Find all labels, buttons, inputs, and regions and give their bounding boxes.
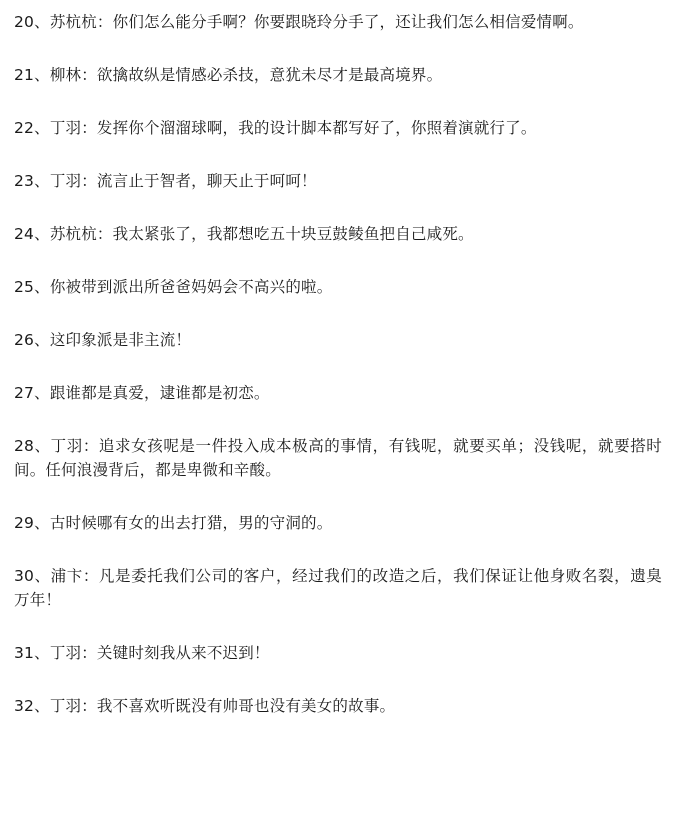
quote-line: 29、古时候哪有女的出去打猎，男的守洞的。 xyxy=(14,514,333,533)
quote-line: 25、你被带到派出所爸爸妈妈会不高兴的啦。 xyxy=(14,278,333,297)
quote-line: 22、丁羽：发挥你个溜溜球啊，我的设计脚本都写好了，你照着演就行了。 xyxy=(14,119,537,138)
quote-line: 27、跟谁都是真爱，逮谁都是初恋。 xyxy=(14,384,270,403)
quote-line: 30、浦卞：凡是委托我们公司的客户，经过我们的改造之后，我们保证让他身败名裂，遗臭万年！ xyxy=(14,567,662,610)
quote-line: 21、柳林：欲擒故纵是情感必杀技，意犹未尽才是最高境界。 xyxy=(14,66,443,85)
quote-line: 26、这印象派是非主流！ xyxy=(14,331,192,350)
quote-line: 24、苏杭杭：我太紧张了，我都想吃五十块豆鼓鲮鱼把自己咸死。 xyxy=(14,225,474,244)
quote-line: 32、丁羽：我不喜欢听既没有帅哥也没有美女的故事。 xyxy=(14,697,396,716)
quote-line: 31、丁羽：关键时刻我从来不迟到！ xyxy=(14,644,270,663)
quote-line: 23、丁羽：流言止于智者，聊天止于呵呵！ xyxy=(14,172,317,191)
quote-line: 20、苏杭杭：你们怎么能分手啊？你要跟晓玲分手了，还让我们怎么相信爱情啊。 xyxy=(14,13,584,31)
quote-line: 28、丁羽：追求女孩呢是一件投入成本极高的事情，有钱呢，就要买单；没钱呢，就要搭时间。任何浪漫背后，都是卑微和辛酸。 xyxy=(14,437,662,480)
